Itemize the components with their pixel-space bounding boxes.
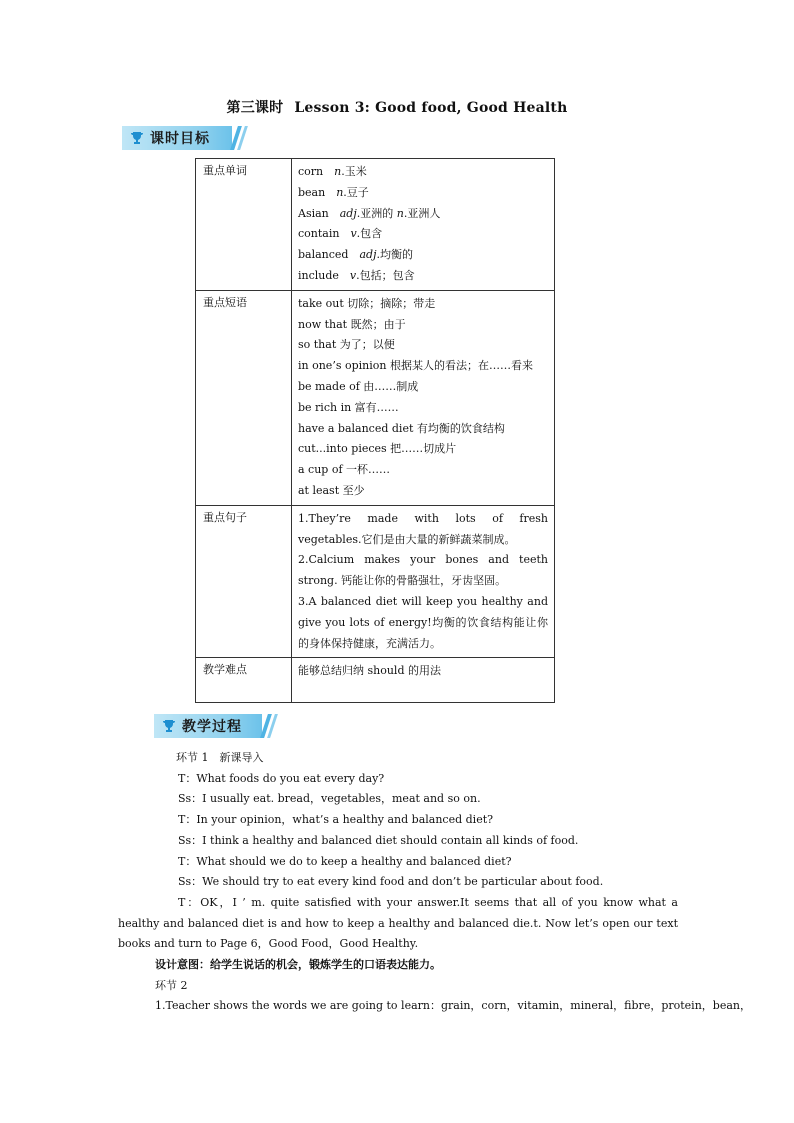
row-content-difficulty xyxy=(292,658,555,703)
goals-row-sentences xyxy=(196,505,555,658)
phrase-item: so that 为了；以便 xyxy=(298,338,395,352)
row-header-sentences: 重点句子 xyxy=(196,505,292,658)
step2-heading: 环节 2 xyxy=(155,978,188,992)
phrase-item: in one’s opinion 根据某人的看法；在……看来 xyxy=(298,359,533,373)
difficulty-text: 能够总结归纳 should 的用法 xyxy=(298,664,441,678)
word-item: corn n.玉米 xyxy=(298,165,367,178)
section-banner-goals xyxy=(122,126,248,150)
phrase-item: now that 既然；由于 xyxy=(298,317,406,331)
phrase-item: a cup of 一杯…… xyxy=(298,463,391,477)
goals-row-phrases xyxy=(196,290,555,505)
goals-row-words xyxy=(196,159,555,291)
dialogue-line: T：What should we do to keep a healthy and balanced diet? xyxy=(178,854,512,868)
trophy-icon xyxy=(130,131,144,145)
section-label-goals: 课时目标 xyxy=(150,131,210,147)
teacher-paragraph: T：OK，I ’ m. quite satisfied with your answer.It seems that all of you know what a healthy and balanced diet is and how to keep a healthy and balanced die.t. Now let’s open our text books and turn to Page 6，Good Food，Good Healthy. xyxy=(118,895,678,951)
dialogue-line: T：What foods do you eat every day? xyxy=(178,771,385,785)
dialogue-line: T：In your opinion，what’s a healthy and balanced diet? xyxy=(178,813,494,827)
sentence-item: 3.A balanced diet will keep you healthy and give you lots of energy!均衡的饮食结构能让你的身体保持健康，充满活力。 xyxy=(298,594,548,650)
dialogue-line: Ss：I usually eat. bread，vegetables，meat and so on. xyxy=(178,792,481,806)
sentence-item: 1.They’re made with lots of fresh vegetables.它们是由大量的新鲜蔬菜制成。 xyxy=(298,511,548,546)
row-header-words: 重点单词 xyxy=(196,159,292,291)
sentence-item: 2.Calcium makes your bones and teeth strong. 钙能让你的骨骼强壮，牙齿坚固。 xyxy=(298,553,548,588)
row-header-phrases: 重点短语 xyxy=(196,290,292,505)
step1-heading: 环节 1 新课导入 xyxy=(176,751,264,764)
phrase-item: at least 至少 xyxy=(298,483,365,497)
trophy-icon xyxy=(162,719,176,733)
page-title-en: Lesson 3: Good food, Good Health xyxy=(294,100,568,116)
word-item: balanced adj.均衡的 xyxy=(298,248,413,262)
page-title-cn: 第三课时 xyxy=(226,100,284,116)
word-item: Asian adj.亚洲的 n.亚洲人 xyxy=(298,206,441,220)
teaching-process xyxy=(118,748,751,1017)
dialogue-line: Ss：We should try to eat every kind food and don’t be particular about food. xyxy=(178,875,604,889)
phrase-item: have a balanced diet 有均衡的饮食结构 xyxy=(298,421,505,435)
section-banner-process xyxy=(154,714,280,738)
page-title xyxy=(0,97,794,117)
section-label-process: 教学过程 xyxy=(182,719,242,735)
phrase-item: be rich in 富有…… xyxy=(298,400,399,414)
phrase-item: be made of 由……制成 xyxy=(298,379,419,393)
lesson-goals-table xyxy=(195,158,555,703)
phrase-item: take out 切除；摘除；带走 xyxy=(298,296,436,310)
row-header-difficulty: 教学难点 xyxy=(196,658,292,703)
design-intent: 设计意图：给学生说话的机会，锻炼学生的口语表达能力。 xyxy=(155,958,441,972)
row-content-words xyxy=(292,159,555,291)
word-item: contain v.包含 xyxy=(298,227,383,241)
row-content-phrases xyxy=(292,290,555,505)
dialogue-line: Ss：I think a healthy and balanced diet should contain all kinds of food. xyxy=(178,833,579,847)
step2-text: 1.Teacher shows the words we are going to learn：grain，corn，vitamin，mineral，fibre，protein，bean， xyxy=(155,999,751,1013)
phrase-item: cut...into pieces 把……切成片 xyxy=(298,442,457,456)
goals-row-difficulty xyxy=(196,658,555,703)
row-content-sentences xyxy=(292,505,555,658)
word-item: include v.包括；包含 xyxy=(298,268,415,282)
word-item: bean n.豆子 xyxy=(298,185,369,199)
